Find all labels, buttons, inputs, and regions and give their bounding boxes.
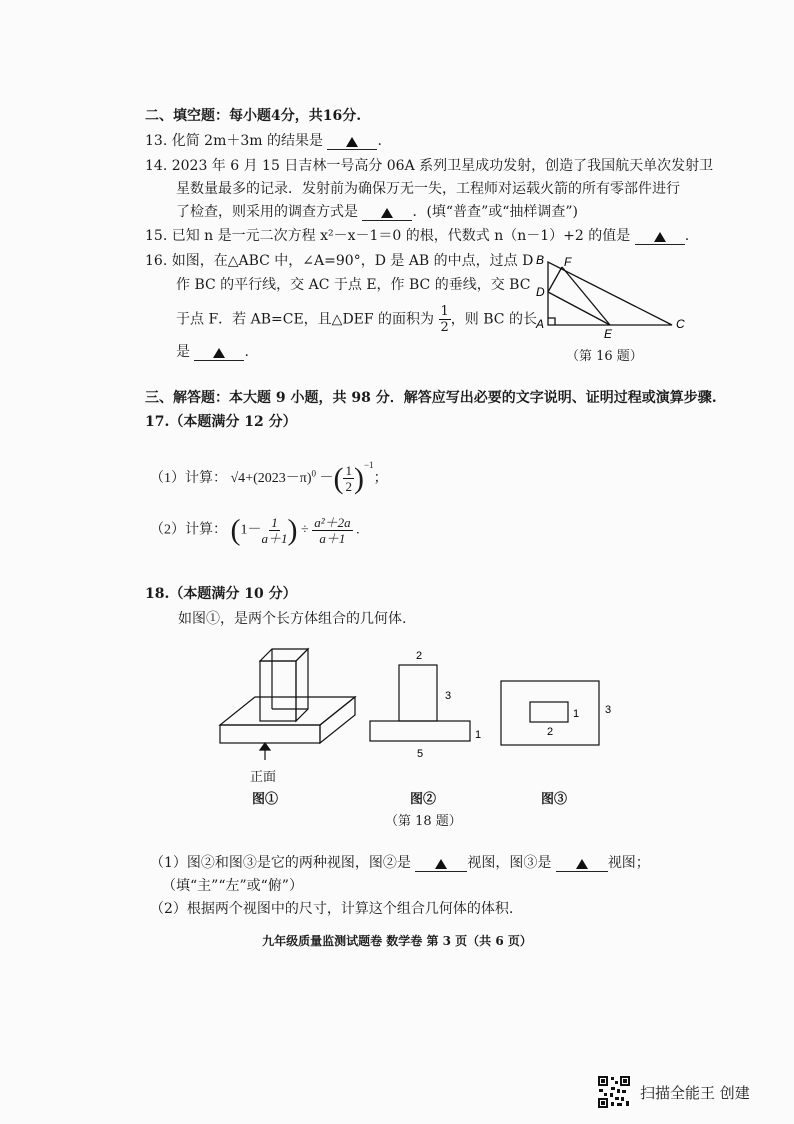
blank-triangle-icon xyxy=(435,859,447,869)
blank-triangle-icon xyxy=(381,208,393,218)
view2-dim-bottom: 5 xyxy=(417,748,424,760)
right-angle-mark-a xyxy=(548,318,555,325)
q17-part1: （1）计算： $√4+(2023-\pi)^0$ －( $\frac{1}{2}$ )$^{-1}$； xyxy=(150,460,388,495)
q16-number: 16. xyxy=(145,253,168,269)
tower-side-face xyxy=(296,649,308,721)
figure-16-triangle xyxy=(530,250,700,345)
question-15: 15. 已知 n 是一元二次方程 x²－x－1＝0 的根，代数式 n（n－1）+2 的值是 . xyxy=(145,228,690,244)
q14-number: 14. xyxy=(145,158,168,174)
view2-dim-top: 2 xyxy=(416,650,423,662)
section2-title: 二、填空题：每小题4分，共16分. xyxy=(145,108,362,124)
figure-18-solid xyxy=(215,645,360,760)
q17-p2-fraction2: $\frac{\text{a²＋2a}}{a+1}$ xyxy=(314,515,351,546)
q18-blank-2 xyxy=(556,855,608,872)
q17-part2: （2）计算： (1－ $\frac{1}{a+1}$ ) ÷ $\frac{\text{a²＋2a}}{a+1}$ . xyxy=(150,513,360,547)
q17-p2-fraction1: $\frac{1}{a+1}$ xyxy=(261,515,288,546)
q18-intro: 如图①，是两个长方体组合的几何体. xyxy=(178,611,407,627)
view3-inner-rect xyxy=(530,702,568,722)
fig3-label: 图③ xyxy=(541,792,568,807)
view3-dim-inner-right: 1 xyxy=(573,708,580,720)
label-c: C xyxy=(676,317,685,331)
question-13: 13. 化简 2m＋3m 的结果是 . xyxy=(145,133,382,149)
view2-dim-right: 3 xyxy=(445,690,452,702)
segment-de xyxy=(548,292,610,325)
question-14-line1: 14. 2023 年 6 月 15 日吉林一号高分 06A 系列卫星成功发射，创造了我国航天单次发射卫 xyxy=(145,158,714,174)
q18-title: 18.（本题满分 10 分） xyxy=(145,586,297,602)
base-front-face xyxy=(220,725,320,743)
q18-part2: （2）根据两个视图中的尺寸，计算这个组合几何体的体积. xyxy=(150,901,514,917)
question-16-line4: 是 . xyxy=(176,344,249,360)
view2-upper-rect xyxy=(399,665,437,721)
label-d: D xyxy=(536,285,545,299)
figure-16-caption: （第 16 题） xyxy=(566,349,643,364)
view2-base-rect xyxy=(370,721,470,741)
question-16-line3: 于点 F．若 AB=CE，且△DEF 的面积为 $\frac{1}{2}$ ，则 BC 的长 xyxy=(176,304,537,335)
label-f: F xyxy=(564,255,572,269)
view3-dim-inner-bottom: 2 xyxy=(547,726,554,738)
tower-front-face xyxy=(260,661,296,721)
triangle-abc xyxy=(548,262,672,325)
segment-fe xyxy=(562,267,610,325)
view2-dim-base: 1 xyxy=(475,729,482,741)
front-label: 正面 xyxy=(250,770,277,785)
blank-triangle-icon xyxy=(346,137,358,147)
q16-fraction: $\frac{1}{2}$ xyxy=(440,304,449,335)
q17-p1-fraction: $\frac{1}{2}$ xyxy=(345,463,352,495)
base-side-face xyxy=(320,697,355,743)
figure-18-view3 xyxy=(495,675,620,765)
label-b: B xyxy=(536,253,545,267)
tower-top-face xyxy=(260,649,308,661)
segment-df xyxy=(548,267,562,292)
q16-answer-blank xyxy=(194,344,244,361)
question-14-line2: 星数量最多的记录．发射前为确保万无一失，工程师对运载火箭的所有零部件进行 xyxy=(176,181,680,197)
figure-18-view2 xyxy=(365,645,490,760)
qr-code-icon xyxy=(597,1075,631,1109)
figure-18-caption: （第 18 题） xyxy=(385,814,462,829)
scanner-brand: 扫描全能王 创建 xyxy=(640,1084,750,1102)
label-e: E xyxy=(604,327,613,341)
question-16-line2: 作 BC 的平行线，交 AC 于点 E，作 BC 的垂线，交 BC xyxy=(176,277,531,293)
q13-number: 13. xyxy=(145,133,168,149)
question-14-line3: 了检查，则采用的调查方式是 ．(填“普查”或“抽样调查”) xyxy=(176,204,579,220)
question-16-line1: 16. 如图，在△ABC 中，∠A=90°，D 是 AB 的中点，过点 D xyxy=(145,253,534,269)
blank-triangle-icon xyxy=(576,859,588,869)
fig2-label: 图② xyxy=(410,792,437,807)
blank-triangle-icon xyxy=(213,348,225,358)
q13-answer-blank xyxy=(327,133,377,150)
q13-text: 化简 2m＋3m 的结果是 xyxy=(171,133,323,149)
q17-title: 17.（本题满分 12 分） xyxy=(145,414,297,430)
q15-number: 15. xyxy=(145,228,168,244)
q18-part1-note: （填“主”“左”或“俯”） xyxy=(162,878,303,894)
page-footer: 九年级质量监测试题卷 数学卷 第 3 页（共 6 页） xyxy=(262,934,532,948)
q14-answer-blank xyxy=(362,204,412,221)
label-a: A xyxy=(536,317,545,331)
section3-title: 三、解答题：本大题 9 小题，共 98 分．解答应写出必要的文字说明、证明过程或演算步骤. xyxy=(145,390,717,406)
fig1-label: 图① xyxy=(252,792,279,807)
view3-dim-outer-right: 3 xyxy=(605,704,612,716)
q18-blank-1 xyxy=(415,855,467,872)
q18-part1: （1）图②和图③是它的两种视图，图②是 视图，图③是 视图； xyxy=(150,855,650,871)
q15-answer-blank xyxy=(635,228,685,245)
blank-triangle-icon xyxy=(654,232,666,242)
